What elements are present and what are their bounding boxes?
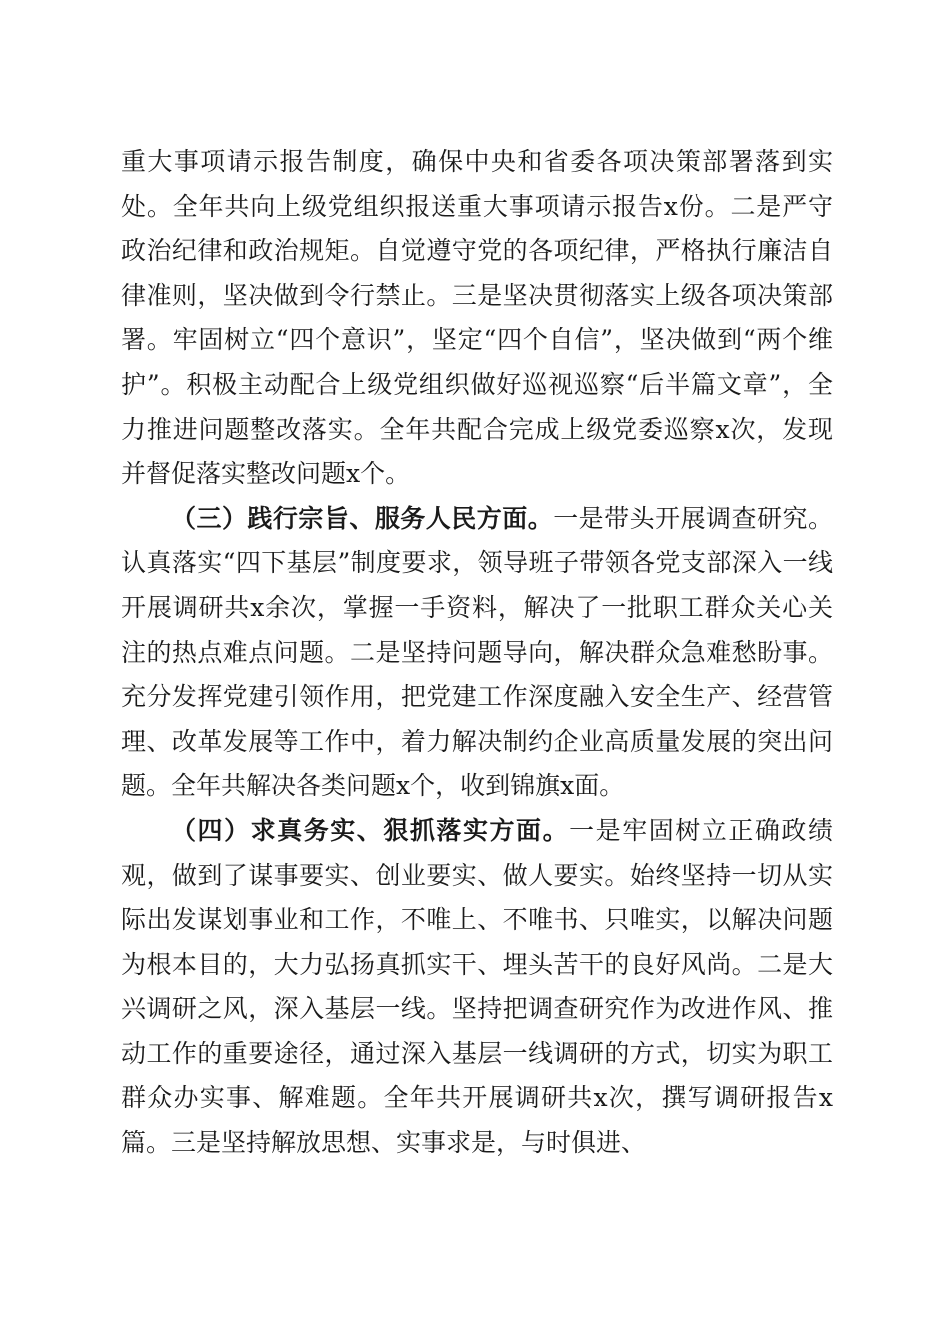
section-heading-3: （三）践行宗旨、服务人民方面。 — [171, 503, 554, 533]
paragraph-text: 重大事项请示报告制度，确保中央和省委各项决策部署落到实处。全年共向上级党组织报送重大事项请示报告x份。二是严守政治纪律和政治规矩。自觉遵守党的各项纪律，严格执行廉洁自律准则，坚决做到令行禁止。三是坚决贯彻落实上级各项决策部署。牢固树立“四个意识”，坚定“四个自信”，坚决做到“两个维护”。积极主动配合上级党组织做好巡视巡察“后半篇文章”，全力推进问题整改落实。全年共配合完成上级党委巡察x次，发现并督促落实整改问题x个。 — [121, 147, 833, 489]
paragraph-text: 一是牢固树立正确政绩观，做到了谋事要实、创业要实、做人要实。始终坚持一切从实际出发谋划事业和工作，不唯上、不唯书、只唯实，以解决问题为根本目的，大力弘扬真抓实干、埋头苦干的良好风尚。二是大兴调研之风，深入基层一线。坚持把调查研究作为改进作风、推动工作的重要途径，通过深入基层一线调研的方式，切实为职工群众办实事、解难题。全年共开展调研共x次，撰写调研报告x篇。三是坚持解放思想、实事求是，与时俱进、 — [121, 815, 833, 1158]
document-body — [121, 140, 833, 1166]
paragraph-pragmatic-work — [121, 809, 833, 1166]
paragraph-serve-people — [121, 497, 833, 809]
paragraph-continued-discipline — [121, 140, 833, 497]
paragraph-text: 一是带头开展调查研究。认真落实“四下基层”制度要求，领导班子带领各党支部深入一线开展调研共x余次，掌握一手资料，解决了一批职工群众关心关注的热点难点问题。二是坚持问题导向，解决群众急难愁盼事。充分发挥党建引领作用，把党建工作深度融入安全生产、经营管理、改革发展等工作中，着力解决制约企业高质量发展的突出问题。全年共解决各类问题x个，收到锦旗x面。 — [121, 503, 833, 801]
section-heading-4: （四）求真务实、狠抓落实方面。 — [171, 815, 570, 845]
